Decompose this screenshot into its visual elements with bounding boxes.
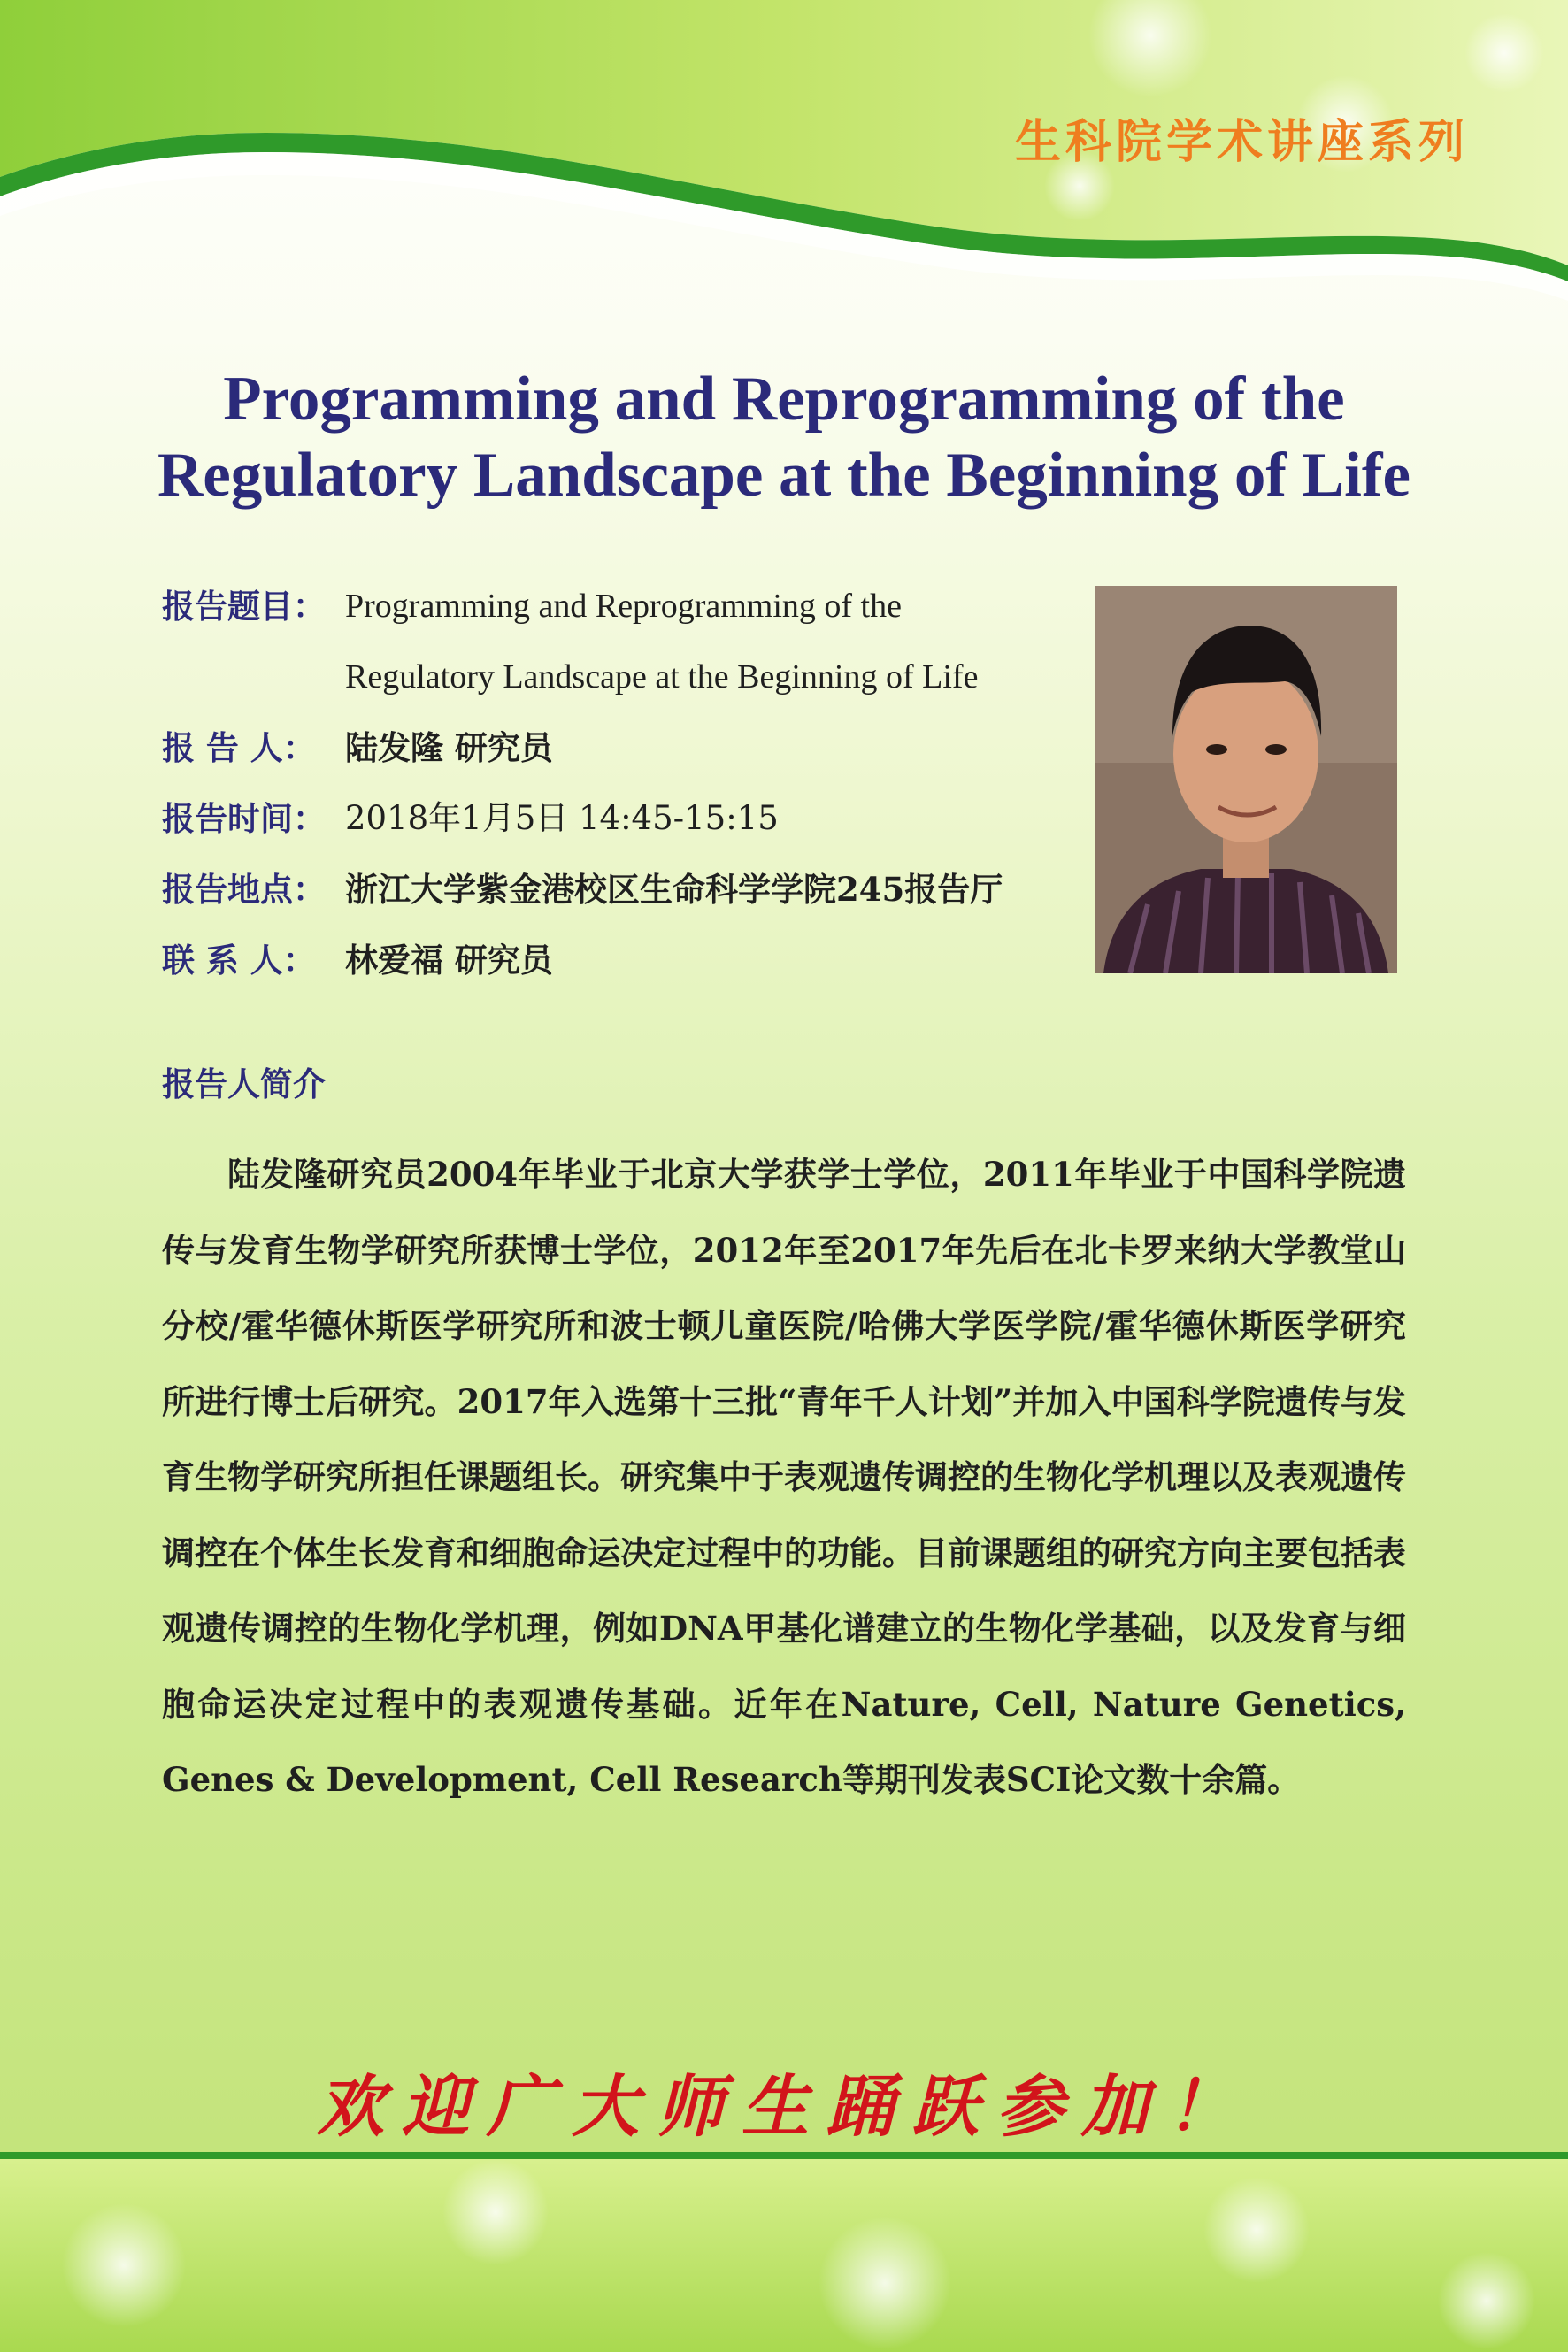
contact-row: [162, 934, 1082, 1004]
place-row: [162, 863, 1082, 934]
bio-paragraph: 陆发隆研究员2004年毕业于北京大学获学士学位，2011年毕业于中国科学院遗传与发育生物学研究所获博士学位，2012年至2017年先后在北卡罗来纳大学教堂山分校/霍华德休斯医学研究所和波士顿儿童医院/哈佛大学医学院/霍华德休斯医学研究所进行博士后研究。2017年入选第十三批“青年千人计划”并加入中国科学院遗传与发育生物学研究所担任课题组长。研究集中于表观遗传调控的生物化学机理以及表观遗传调控在个体生长发育和细胞命运决定过程中的功能。目前课题组的研究方向主要包括表观遗传调控的生物化学机理，例如DNA甲基化谱建立的生物化学基础，以及发育与细胞命运决定过程中的表观遗传基础。近年在Nature, Cell, Nature Genetics, Genes & Development, Cell Research等期刊发表SCI论文数十余篇。: [162, 1155, 1406, 1799]
place-value: 浙江大学紫金港校区生命科学学院245报告厅: [345, 870, 1003, 909]
contact-label: 联 系 人：: [162, 941, 316, 980]
topic-label: 报告题目：: [162, 587, 326, 626]
speaker-photo: [1095, 586, 1397, 973]
welcome-message: 欢迎广大师生踊跃参加！: [317, 2067, 1251, 2146]
speaker-value: 陆发隆 研究员: [345, 728, 553, 767]
topic-value-line-2: Regulatory Landscape at the Beginning of Life: [345, 658, 979, 696]
speaker-label: 报 告 人：: [162, 728, 316, 767]
talk-title-line-2: Regulatory Landscape at the Beginning of Life: [157, 441, 1411, 510]
talk-title: [88, 361, 1480, 513]
topic-value-line-1: Programming and Reprogramming of the: [345, 588, 902, 625]
time-value: 2018年1月5日 14:45-15:15: [345, 799, 779, 837]
talk-info: [162, 580, 1082, 1004]
time-label: 报告时间：: [162, 799, 326, 838]
bio-heading: 报告人简介: [162, 1065, 326, 1103]
topic-row-continued: [162, 650, 1082, 721]
time-row: [162, 792, 1082, 863]
place-label: 报告地点：: [162, 870, 326, 909]
topic-row: [162, 580, 1082, 650]
talk-title-line-1: Programming and Reprogramming of the: [223, 365, 1345, 434]
contact-value: 林爱福 研究员: [345, 941, 553, 980]
speaker-row: [162, 721, 1082, 792]
lecture-series-title: 生科院学术讲座系列: [1014, 116, 1469, 169]
